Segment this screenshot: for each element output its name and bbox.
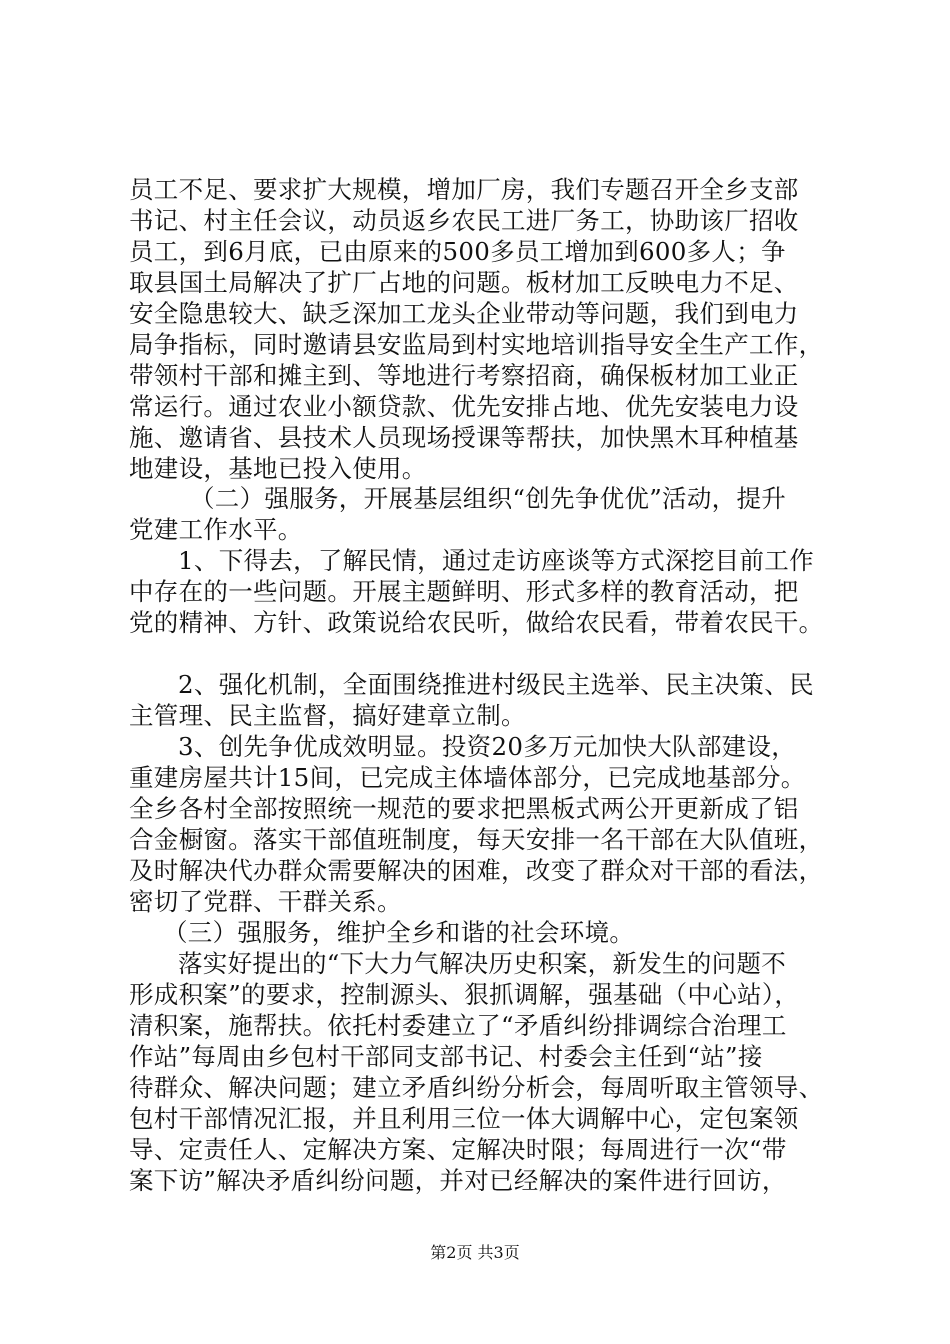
body-text-line: 合金橱窗。落实干部值班制度，每天安排一名干部在大队值班， xyxy=(129,825,824,854)
body-text-line: 带领村干部和摊主到、等地进行考察招商，确保板材加工业正 xyxy=(129,361,799,390)
body-text-line: 密切了党群、干群关系。 xyxy=(129,887,402,916)
body-text-line: 员工，到6月底，已由原来的500多员工增加到600多人；争 xyxy=(129,237,786,266)
body-text-line: 案下访”解决矛盾纠纷问题，并对已经解决的案件进行回访， xyxy=(129,1166,787,1195)
body-text-line: 2、强化机制，全面围绕推进村级民主选举、民主决策、民 xyxy=(178,670,814,699)
body-text-line: 员工不足、要求扩大规模，增加厂房，我们专题召开全乡支部 xyxy=(129,175,799,204)
body-text-line: 包村干部情况汇报，并且利用三位一体大调解中心，定包案领 xyxy=(129,1104,799,1133)
page-number: 第2页 共3页 xyxy=(430,1243,520,1262)
body-text-line: 全乡各村全部按照统一规范的要求把黑板式两公开更新成了铝 xyxy=(129,794,799,823)
body-text-line: 常运行。通过农业小额贷款、优先安排占地、优先安装电力设 xyxy=(129,392,799,421)
section-heading-3: （三）强服务，维护全乡和谐的社会环境。 xyxy=(163,918,635,947)
body-text-line: 书记、村主任会议，动员返乡农民工进厂务工，协助该厂招收 xyxy=(129,206,799,235)
body-text-line: 地建设，基地已投入使用。 xyxy=(129,454,427,483)
body-text-line: 落实好提出的“下大力气解决历史积案，新发生的问题不 xyxy=(178,949,787,978)
body-text-line: 施、邀请省、县技术人员现场授课等帮扶，加快黑木耳种植基 xyxy=(129,423,799,452)
section-heading-2: （二）强服务，开展基层组织“创先争优优”活动，提升 xyxy=(190,484,787,513)
body-text-line: 局争指标，同时邀请县安监局到村实地培训指导安全生产工作， xyxy=(129,330,824,359)
body-text-line: 党的精神、方针、政策说给农民听，做给农民看，带着农民干。 xyxy=(129,608,824,637)
body-text-line: 重建房屋共计15间，已完成主体墙体部分，已完成地基部分。 xyxy=(129,763,806,792)
body-text-line: 及时解决代办群众需要解决的困难，改变了群众对干部的看法， xyxy=(129,856,824,885)
body-text-line: 形成积案”的要求，控制源头、狠抓调解，强基础（中心站）， xyxy=(129,980,800,1009)
body-text-line: 主管理、民主监督，搞好建章立制。 xyxy=(129,701,526,730)
body-text-line: 安全隐患较大、缺乏深加工龙头企业带动等问题，我们到电力 xyxy=(129,299,799,328)
body-text-line: 作站”每周由乡包村干部同支部书记、村委会主任到“站”接 xyxy=(129,1042,763,1071)
body-text-line: 待群众、解决问题；建立矛盾纠纷分析会，每周听取主管领导、 xyxy=(129,1073,824,1102)
body-text-line: 取县国土局解决了扩厂占地的问题。板材加工反映电力不足、 xyxy=(129,268,799,297)
section-heading-2-cont: 党建工作水平。 xyxy=(129,515,303,544)
body-text-line: 中存在的一些问题。开展主题鲜明、形式多样的教育活动，把 xyxy=(129,577,799,606)
body-text-line: 导、定责任人、定解决方案、定解决时限；每周进行一次“带 xyxy=(129,1135,787,1164)
body-text-line: 清积案，施帮扶。依托村委建立了“矛盾纠纷排调综合治理工 xyxy=(129,1011,787,1040)
body-text-line: 3、创先争优成效明显。投资20多万元加快大队部建设， xyxy=(178,732,797,761)
body-text-line: 1、下得去，了解民情，通过走访座谈等方式深挖目前工作 xyxy=(178,546,814,575)
